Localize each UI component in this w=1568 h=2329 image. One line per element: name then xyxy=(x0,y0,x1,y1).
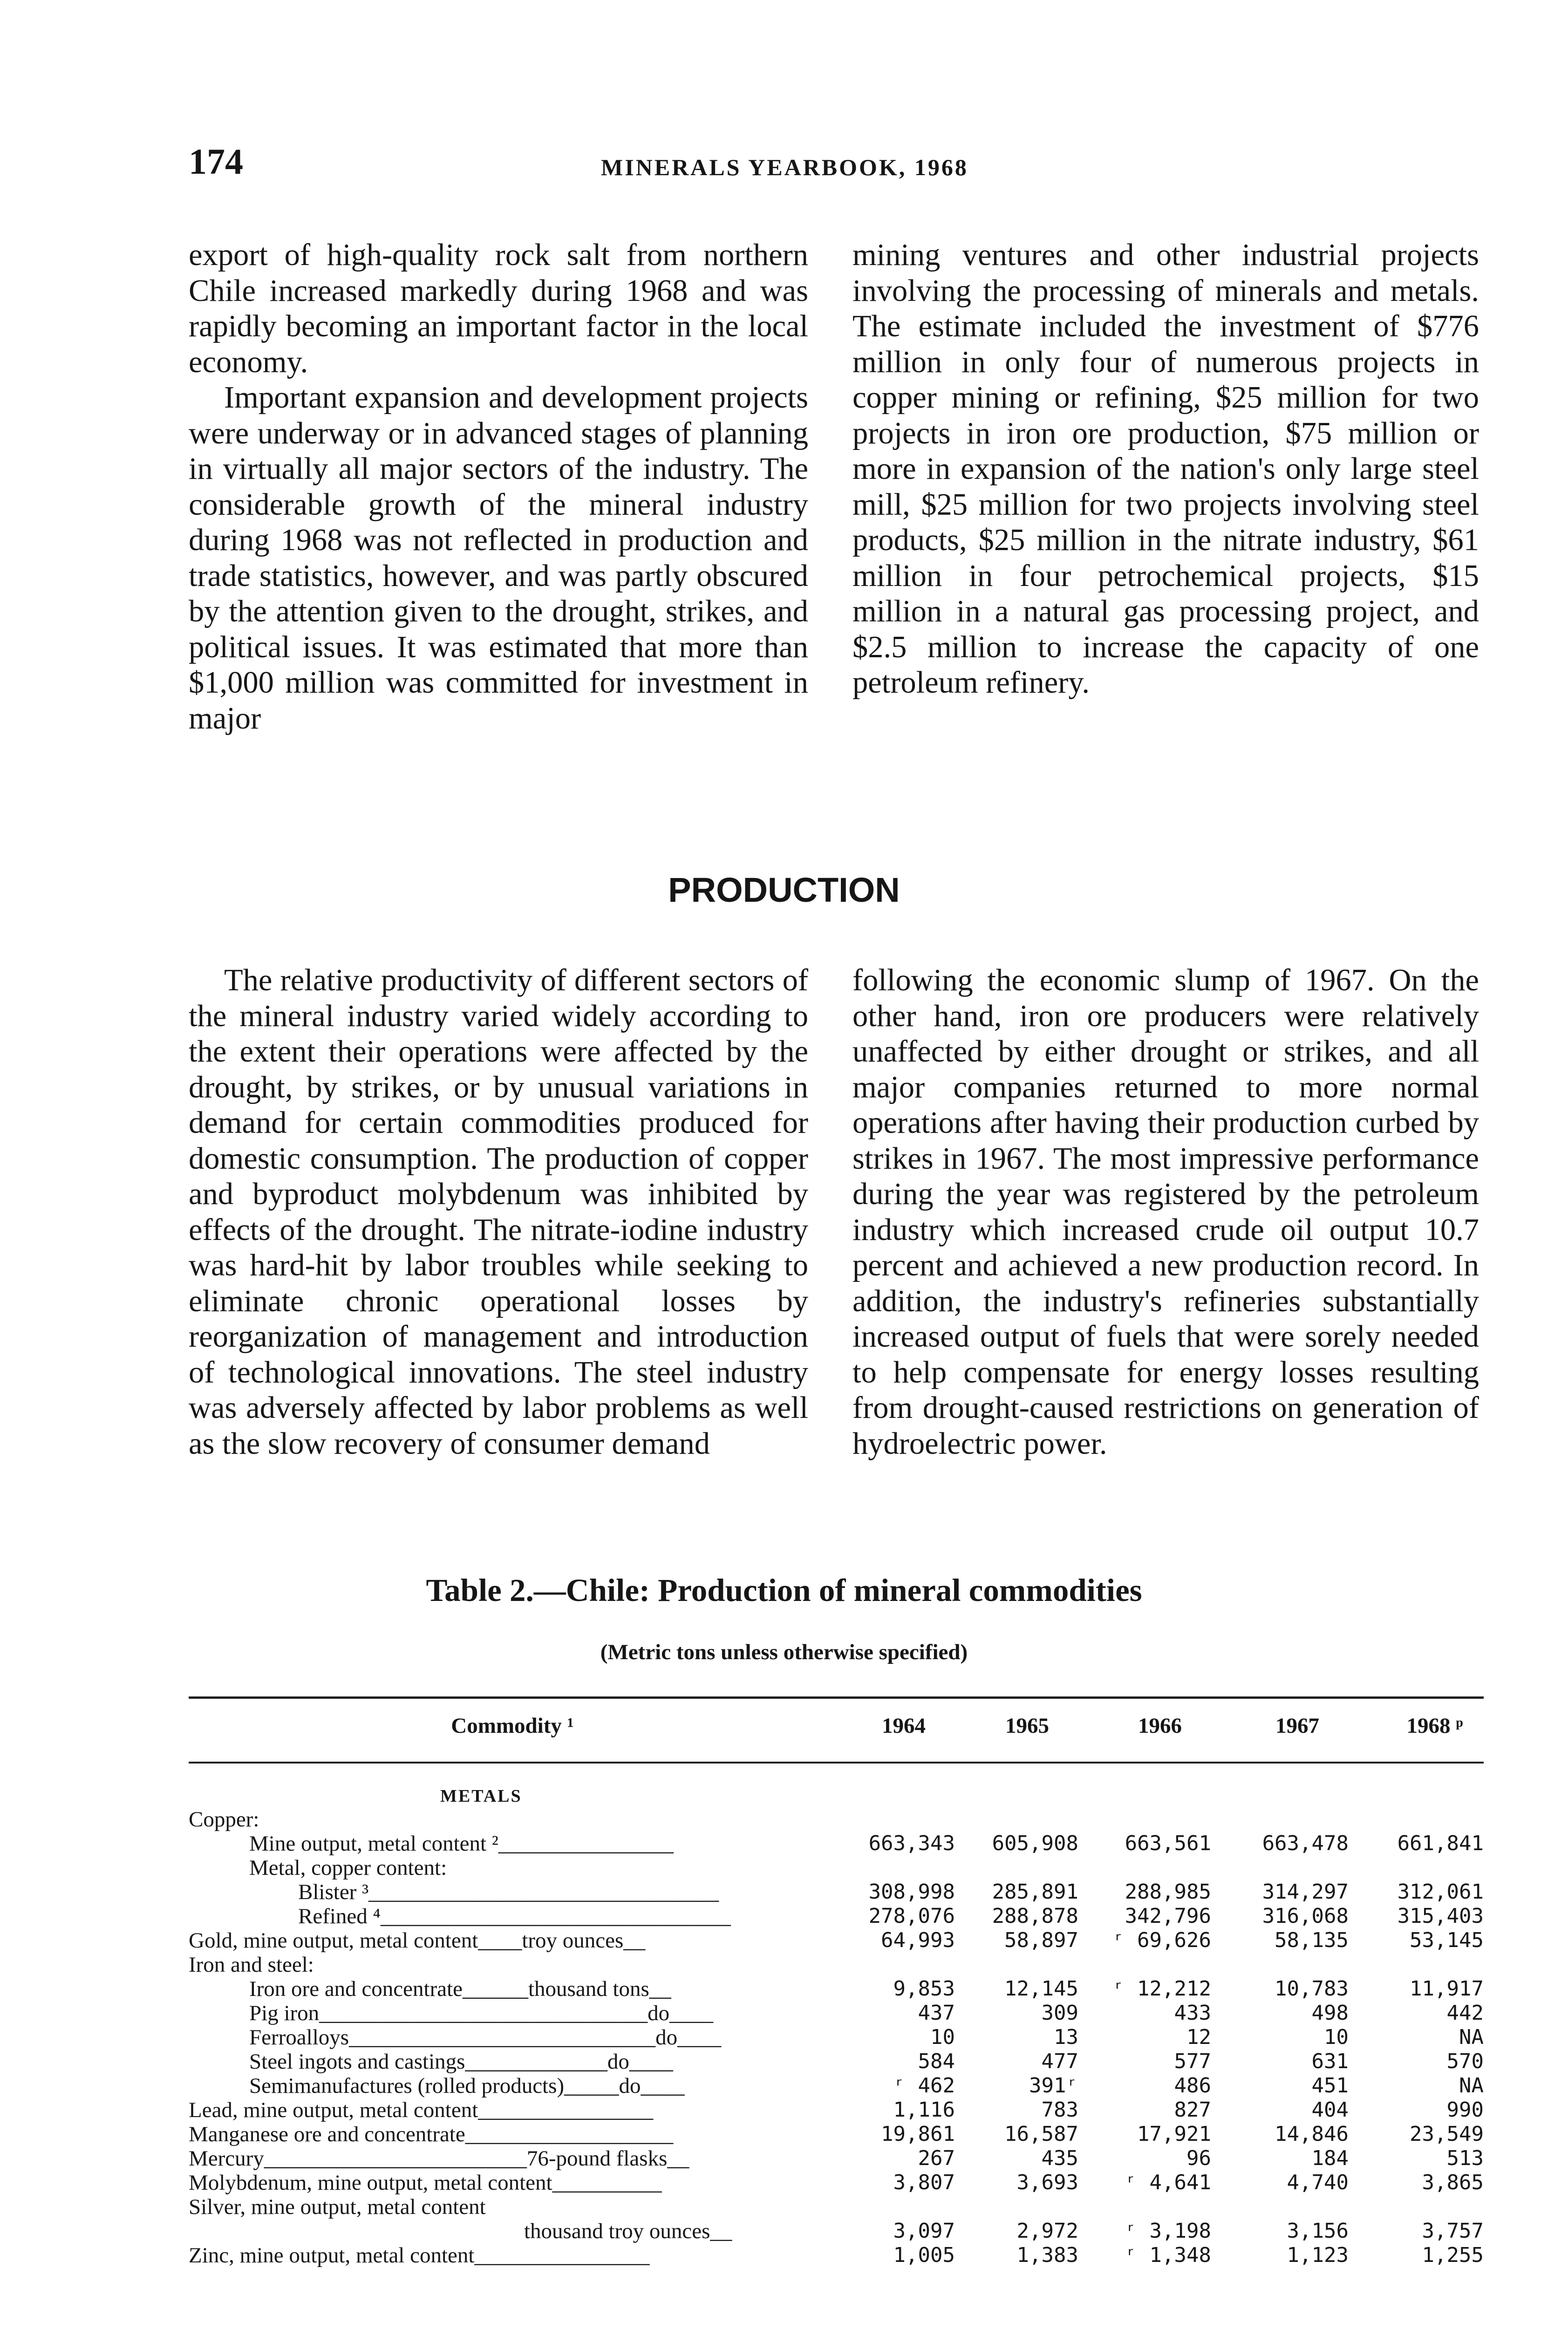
value-cell-1964: 663,343 xyxy=(868,1832,955,1855)
table-row xyxy=(189,1904,1484,1928)
group-label: METALS xyxy=(440,1786,522,1806)
value-cell-1964: 308,998 xyxy=(868,1880,955,1904)
value-cell-1968: 570 xyxy=(1446,2050,1484,2073)
value-cell-1964: 1,116 xyxy=(893,2098,955,2122)
table-subtitle: (Metric tons unless otherwise specified) xyxy=(600,1640,968,1664)
commodity-label: Ferroalloys____________________________do____ xyxy=(249,2025,722,2050)
value-cell-1968: 315,403 xyxy=(1397,1904,1484,1928)
value-cell-1964: 3,807 xyxy=(893,2171,955,2194)
table-group-metals xyxy=(189,1778,1484,1807)
table-row xyxy=(189,1856,1484,1880)
value-cell-1967: 10,783 xyxy=(1275,1977,1349,2001)
value-cell-1966: 288,985 xyxy=(1125,1880,1211,1904)
table-row xyxy=(189,1880,1484,1904)
value-cell-1967: 314,297 xyxy=(1262,1880,1349,1904)
value-cell-1968: 1,255 xyxy=(1422,2243,1484,2267)
value-cell-1964: 9,853 xyxy=(893,1977,955,2001)
table-row xyxy=(189,2098,1484,2122)
commodity-label: Molybdenum, mine output, metal content__________ xyxy=(189,2171,662,2195)
commodity-label: Mercury________________________76-pound flasks__ xyxy=(189,2146,689,2171)
value-cell-1967: 3,156 xyxy=(1287,2219,1349,2243)
intro-left-column xyxy=(189,238,808,736)
value-cell-1965: 13 xyxy=(1054,2025,1078,2049)
commodity-label: Iron ore and concentrate______thousand tons__ xyxy=(249,1977,671,2001)
value-cell-1967: 316,068 xyxy=(1262,1904,1349,1928)
commodity-label: Silver, mine output, metal content xyxy=(189,2195,486,2219)
value-cell-1966: 12 xyxy=(1186,2025,1211,2049)
value-cell-1965: 16,587 xyxy=(1004,2122,1078,2146)
value-cell-1965: 1,383 xyxy=(1016,2243,1078,2267)
commodity-label: Gold, mine output, metal content____troy ounces__ xyxy=(189,1928,646,1953)
value-cell-1965: 435 xyxy=(1041,2146,1078,2170)
table-header-commodity: Commodity ¹ xyxy=(451,1714,574,1738)
value-cell-1964: 3,097 xyxy=(893,2219,955,2243)
page-number: 174 xyxy=(189,141,243,182)
value-cell-1968: 11,917 xyxy=(1410,1977,1484,2001)
table-header-1967: 1967 xyxy=(1275,1714,1319,1738)
value-cell-1968: 3,757 xyxy=(1422,2219,1484,2243)
table-row xyxy=(189,2243,1484,2268)
value-cell-1966: ʳ 69,626 xyxy=(1112,1928,1211,1952)
table-row xyxy=(189,2025,1484,2050)
intro-right-column xyxy=(852,238,1479,701)
table-row xyxy=(189,2074,1484,2098)
value-cell-1964: 64,993 xyxy=(881,1928,955,1952)
value-cell-1966: ʳ 1,348 xyxy=(1125,2243,1211,2267)
value-cell-1967: 451 xyxy=(1311,2074,1349,2097)
table-row xyxy=(189,2122,1484,2146)
value-cell-1968: 23,549 xyxy=(1410,2122,1484,2146)
intro-paragraph-2: Important expansion and development projects were underway or in advanced stages of planning in virtually all major sectors of the industry. The considerable growth of the mineral industry during 1968 was not reflected in production and trade statistics, however, and was partly obscured by the attention given to the drought, strikes, and political issues. It was estimated that more than $1,000 million was committed for investment in major xyxy=(189,381,808,735)
table-header-1966: 1966 xyxy=(1138,1714,1182,1738)
value-cell-1966: 486 xyxy=(1174,2074,1211,2097)
value-cell-1964: 19,861 xyxy=(881,2122,955,2146)
table-row xyxy=(189,2171,1484,2195)
table-row xyxy=(189,2001,1484,2025)
value-cell-1964: ʳ 462 xyxy=(893,2074,955,2097)
table-row xyxy=(189,1953,1484,1977)
value-cell-1966: ʳ 4,641 xyxy=(1125,2171,1211,2194)
value-cell-1968: 990 xyxy=(1446,2098,1484,2122)
table-row xyxy=(189,1977,1484,2001)
value-cell-1964: 10 xyxy=(930,2025,955,2049)
value-cell-1968: 513 xyxy=(1446,2146,1484,2170)
value-cell-1964: 278,076 xyxy=(868,1904,955,1928)
table-top-rule xyxy=(189,1696,1484,1699)
production-paragraph-1: The relative productivity of different sectors of the mineral industry varied widely according to the extent their operations were affected by the drought, by strikes, or by unusual variations in demand for certain commodities produced for domestic consumption. The production of copper and byproduct molybdenum was inhibited by effects of the drought. The nitrate-iodine industry was hard-hit by labor troubles while seeking to eliminate chronic operational losses by reorganization of management and introduction of technological innovations. The steel industry was adversely affected by labor problems as well as the slow recovery of consumer demand xyxy=(189,963,808,1461)
table-row xyxy=(189,1832,1484,1856)
commodity-label: Blister ³________________________________ xyxy=(298,1880,719,1904)
commodity-label: Iron and steel: xyxy=(189,1953,314,1977)
table-header-1965: 1965 xyxy=(1005,1714,1049,1738)
commodity-label: Semimanufactures (rolled products)_____do____ xyxy=(249,2074,685,2098)
table-header-1964: 1964 xyxy=(882,1714,926,1738)
commodity-label: Copper: xyxy=(189,1807,259,1832)
value-cell-1968: 3,865 xyxy=(1422,2171,1484,2194)
commodity-label: Metal, copper content: xyxy=(249,1856,447,1880)
table-row xyxy=(189,1807,1484,1832)
value-cell-1965: 309 xyxy=(1041,2001,1078,2025)
value-cell-1968: NA xyxy=(1459,2074,1484,2097)
value-cell-1965: 477 xyxy=(1041,2050,1078,2073)
production-paragraph-2: following the economic slump of 1967. On the other hand, iron ore producers were relatively unaffected by either drought or strikes, and all major companies returned to more normal operations after having their production curbed by strikes in 1967. The most impressive performance during the year was registered by the petroleum industry which increased crude oil output 10.7 percent and achieved a new production record. In addition, the industry's refineries substantially increased output of fuels that were sorely needed to help compensate for energy losses resulting from drought-caused restrictions on generation of hydroelectric power. xyxy=(852,963,1479,1461)
value-cell-1966: 433 xyxy=(1174,2001,1211,2025)
value-cell-1967: 404 xyxy=(1311,2098,1349,2122)
value-cell-1965: 3,693 xyxy=(1016,2171,1078,2194)
commodity-label: Mine output, metal content ²________________ xyxy=(249,1832,674,1856)
table-header-rule xyxy=(189,1762,1484,1764)
value-cell-1967: 498 xyxy=(1311,2001,1349,2025)
value-cell-1966: 663,561 xyxy=(1125,1832,1211,1855)
table-title: Table 2.—Chile: Production of mineral commodities xyxy=(426,1573,1142,1608)
table-row xyxy=(189,2146,1484,2171)
value-cell-1966: ʳ 3,198 xyxy=(1125,2219,1211,2243)
value-cell-1967: 4,740 xyxy=(1287,2171,1349,2194)
table-row xyxy=(189,1928,1484,1953)
running-title: MINERALS YEARBOOK, 1968 xyxy=(601,154,968,180)
production-left-column xyxy=(189,963,808,1462)
value-cell-1966: 577 xyxy=(1174,2050,1211,2073)
value-cell-1966: 17,921 xyxy=(1137,2122,1211,2146)
value-cell-1966: ʳ 12,212 xyxy=(1112,1977,1211,2001)
commodity-label: Pig iron______________________________do____ xyxy=(249,2001,714,2025)
section-heading-production: PRODUCTION xyxy=(668,871,900,909)
value-cell-1968: NA xyxy=(1459,2025,1484,2049)
commodity-label: Steel ingots and castings_____________do____ xyxy=(249,2050,673,2074)
value-cell-1964: 267 xyxy=(918,2146,955,2170)
production-right-column xyxy=(852,963,1479,1462)
value-cell-1968: 312,061 xyxy=(1397,1880,1484,1904)
value-cell-1966: 827 xyxy=(1174,2098,1211,2122)
value-cell-1964: 437 xyxy=(918,2001,955,2025)
table-body xyxy=(189,1778,1484,2268)
table-row xyxy=(189,2219,1484,2243)
value-cell-1967: 10 xyxy=(1324,2025,1349,2049)
value-cell-1965: 288,878 xyxy=(992,1904,1078,1928)
value-cell-1968: 661,841 xyxy=(1397,1832,1484,1855)
intro-paragraph-3: mining ventures and other industrial projects involving the processing of minerals and metals. The estimate included the investment of $776 million in only four of numerous projects in copper mining or refining, $25 million for two projects in iron ore production, $75 million or more in expansion of the nation's only large steel mill, $25 million for two projects involving steel products, $25 million in the nitrate industry, $61 million in four petrochemical projects, $15 million in a natural gas processing project, and $2.5 million to increase the capacity of one petroleum refinery. xyxy=(852,238,1479,700)
value-cell-1964: 584 xyxy=(918,2050,955,2073)
value-cell-1967: 184 xyxy=(1311,2146,1349,2170)
value-cell-1967: 58,135 xyxy=(1275,1928,1349,1952)
value-cell-1966: 96 xyxy=(1186,2146,1211,2170)
commodity-label: Zinc, mine output, metal content________________ xyxy=(189,2243,650,2268)
value-cell-1967: 631 xyxy=(1311,2050,1349,2073)
value-cell-1967: 663,478 xyxy=(1262,1832,1349,1855)
table-row xyxy=(189,2195,1484,2219)
value-cell-1965: 58,897 xyxy=(1004,1928,1078,1952)
table-row xyxy=(189,2050,1484,2074)
value-cell-1968: 53,145 xyxy=(1410,1928,1484,1952)
commodity-label: thousand troy ounces__ xyxy=(524,2219,732,2243)
value-cell-1967: 1,123 xyxy=(1287,2243,1349,2267)
value-cell-1965: 783 xyxy=(1041,2098,1078,2122)
table-header-1968: 1968 ᵖ xyxy=(1406,1714,1463,1738)
commodity-label: Lead, mine output, metal content________________ xyxy=(189,2098,654,2122)
commodity-label: Refined ⁴________________________________ xyxy=(298,1904,731,1928)
commodity-label: Manganese ore and concentrate___________________ xyxy=(189,2122,674,2146)
value-cell-1966: 342,796 xyxy=(1125,1904,1211,1928)
value-cell-1968: 442 xyxy=(1446,2001,1484,2025)
value-cell-1965: 285,891 xyxy=(992,1880,1078,1904)
value-cell-1967: 14,846 xyxy=(1275,2122,1349,2146)
value-cell-1965: 12,145 xyxy=(1004,1977,1078,2001)
value-cell-1964: 1,005 xyxy=(893,2243,955,2267)
value-cell-1965: 2,972 xyxy=(1016,2219,1078,2243)
value-cell-1965: 605,908 xyxy=(992,1832,1078,1855)
intro-paragraph-1: export of high-quality rock salt from northern Chile increased markedly during 1968 and was rapidly becoming an important factor in the local economy. xyxy=(189,238,808,379)
value-cell-1965: 391ʳ xyxy=(1029,2074,1078,2097)
